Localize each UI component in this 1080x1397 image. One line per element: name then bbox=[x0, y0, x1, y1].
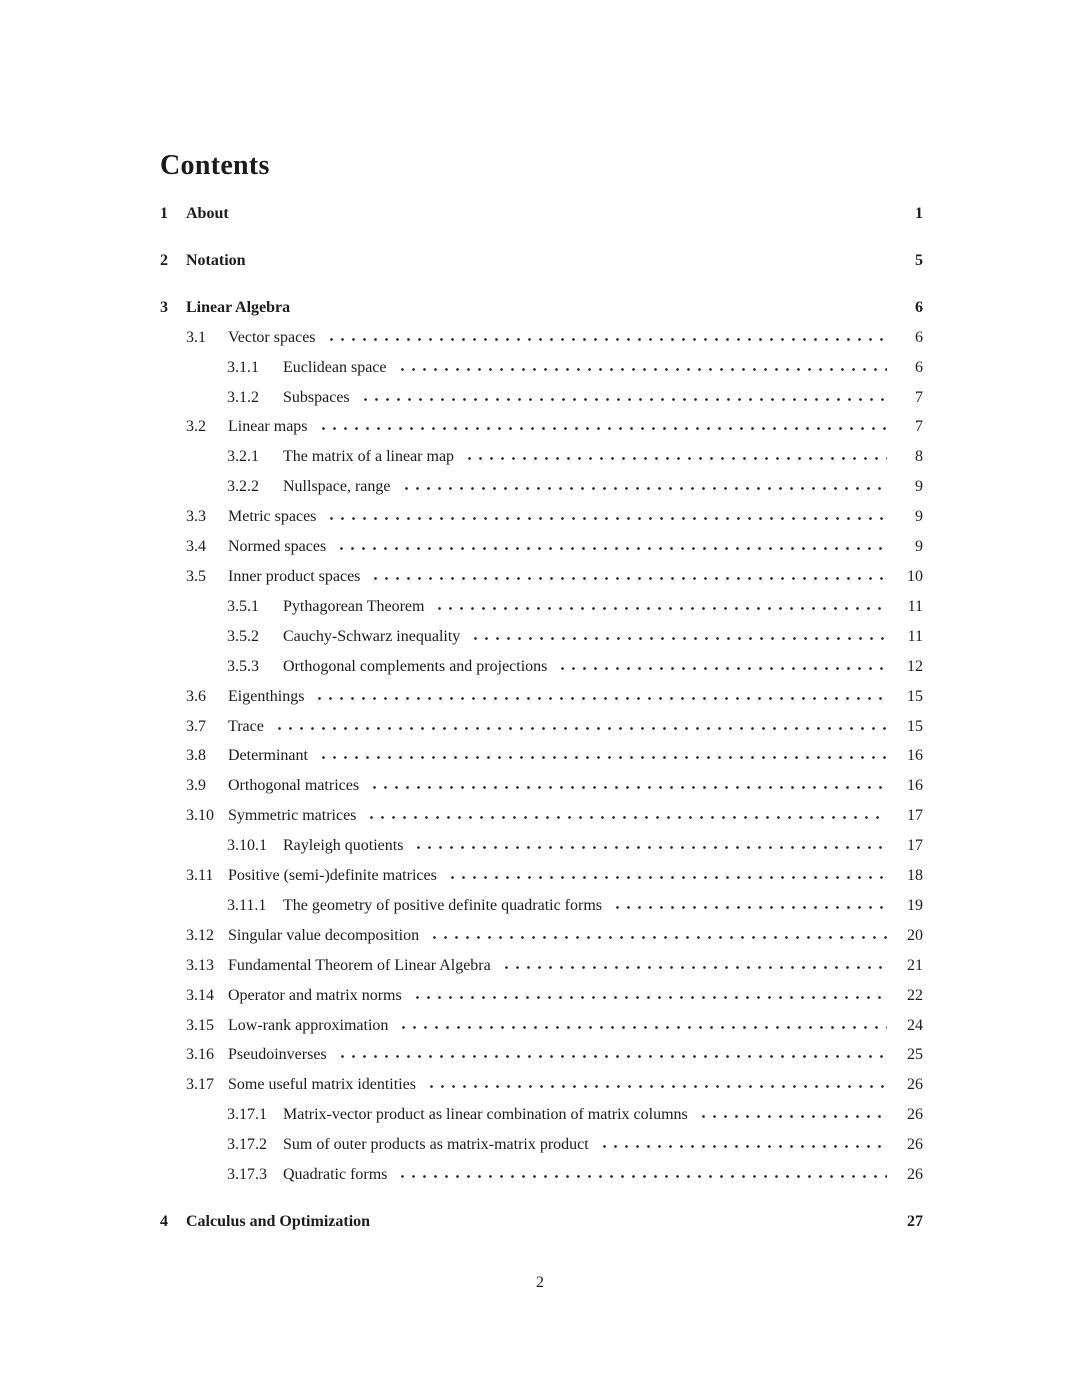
toc-entry-page: 6 bbox=[915, 328, 923, 346]
toc-row[interactable] bbox=[160, 771, 923, 801]
toc-entry-page: 26 bbox=[907, 1106, 923, 1124]
toc-entry-title: Low-rank approximation bbox=[228, 1016, 389, 1034]
toc-entry-page: 6 bbox=[915, 298, 923, 316]
toc-entry-number: 3.17.2 bbox=[227, 1136, 267, 1154]
toc-entry-page: 15 bbox=[907, 717, 923, 735]
page-footer-number: 2 bbox=[536, 1274, 544, 1291]
dot-leader bbox=[413, 845, 887, 850]
toc-row[interactable] bbox=[160, 712, 923, 742]
dot-leader bbox=[336, 546, 887, 551]
toc-entry-title: About bbox=[186, 205, 229, 222]
toc-entry-page: 21 bbox=[907, 956, 923, 974]
toc-entry-title: Notation bbox=[186, 251, 246, 269]
dot-leader bbox=[397, 1174, 887, 1179]
toc-entry-number: 3.12 bbox=[186, 926, 214, 944]
toc-entry-page: 16 bbox=[907, 747, 923, 765]
toc-entry-number: 3.2.2 bbox=[227, 478, 259, 496]
dot-leader bbox=[370, 576, 887, 581]
toc-entry-number: 3.11.1 bbox=[227, 896, 267, 914]
toc-entry-title: The geometry of positive definite quadratic forms bbox=[283, 896, 603, 914]
toc-entry-title: Operator and matrix norms bbox=[228, 986, 402, 1004]
toc-entry-title: Quadratic forms bbox=[283, 1166, 388, 1184]
toc-row[interactable] bbox=[160, 1040, 923, 1070]
toc-entry-number: 3.17 bbox=[186, 1076, 214, 1094]
toc-entry-title: Cauchy-Schwarz inequality bbox=[283, 627, 461, 645]
toc-entry-title: Matrix-vector product as linear combination of matrix columns bbox=[283, 1106, 688, 1124]
dot-leader bbox=[599, 1144, 887, 1149]
toc-row[interactable] bbox=[160, 353, 923, 383]
toc-entry-number: 3.7 bbox=[186, 717, 206, 735]
dot-leader bbox=[464, 456, 887, 461]
toc-entry-page: 7 bbox=[915, 388, 923, 406]
toc-row[interactable] bbox=[160, 1130, 923, 1160]
dot-leader bbox=[274, 726, 887, 731]
dot-leader bbox=[256, 260, 887, 265]
dot-leader bbox=[239, 213, 887, 218]
toc-entry-title: Trace bbox=[228, 717, 264, 735]
dot-leader bbox=[314, 696, 887, 701]
toc-entry-page: 8 bbox=[915, 448, 923, 466]
toc-list bbox=[160, 199, 923, 1237]
toc-entry-number: 3.2.1 bbox=[227, 448, 259, 466]
toc-row[interactable] bbox=[160, 1207, 923, 1237]
dot-leader bbox=[360, 397, 887, 402]
toc-entry-page: 7 bbox=[915, 418, 923, 436]
toc-entry-page: 10 bbox=[907, 567, 923, 585]
dot-leader bbox=[429, 935, 887, 940]
toc-row[interactable] bbox=[160, 472, 923, 502]
toc-entry-page: 24 bbox=[907, 1016, 923, 1034]
toc-row[interactable] bbox=[160, 891, 923, 921]
toc-entry-title: Rayleigh quotients bbox=[283, 837, 404, 855]
toc-entry-title: Linear Algebra bbox=[186, 298, 291, 316]
toc-entry-page: 11 bbox=[907, 627, 923, 645]
toc-row[interactable] bbox=[160, 1160, 923, 1190]
toc-row[interactable] bbox=[160, 1011, 923, 1041]
toc-row[interactable] bbox=[160, 199, 923, 229]
toc-entry-title: Pythagorean Theorem bbox=[283, 597, 425, 615]
contents-heading: Contents bbox=[160, 150, 270, 181]
toc-entry-number: 3.9 bbox=[186, 777, 206, 795]
toc-entry-title: Symmetric matrices bbox=[228, 807, 357, 825]
toc-row[interactable] bbox=[160, 532, 923, 562]
toc-entry-number: 3.1 bbox=[186, 328, 206, 346]
toc-entry-title: Subspaces bbox=[283, 388, 350, 406]
toc-entry-page: 11 bbox=[907, 597, 923, 615]
toc-entry-page: 1 bbox=[915, 205, 923, 222]
toc-content bbox=[160, 150, 923, 1237]
toc-row[interactable] bbox=[160, 1100, 923, 1130]
toc-entry-number: 3.5.1 bbox=[227, 597, 259, 615]
toc-entry-page: 17 bbox=[907, 837, 923, 855]
toc-row[interactable] bbox=[160, 383, 923, 413]
toc-row[interactable] bbox=[160, 412, 923, 442]
toc-row[interactable] bbox=[160, 682, 923, 712]
toc-entry-page: 18 bbox=[907, 867, 923, 885]
toc-entry-page: 26 bbox=[907, 1136, 923, 1154]
toc-row[interactable] bbox=[160, 562, 923, 592]
toc-entry-page: 15 bbox=[907, 687, 923, 705]
dot-leader bbox=[300, 307, 887, 312]
toc-row[interactable] bbox=[160, 622, 923, 652]
toc-entry-number: 3.17.3 bbox=[227, 1166, 267, 1184]
toc-entry-title: Sum of outer products as matrix-matrix product bbox=[283, 1136, 589, 1154]
toc-entry-number: 3.16 bbox=[186, 1046, 214, 1064]
toc-entry-page: 17 bbox=[907, 807, 923, 825]
toc-row[interactable] bbox=[160, 861, 923, 891]
toc-entry-page: 26 bbox=[907, 1166, 923, 1184]
toc-row[interactable] bbox=[160, 442, 923, 472]
dot-leader bbox=[326, 337, 887, 342]
toc-entry-title: Determinant bbox=[228, 747, 308, 765]
toc-entry-number: 3 bbox=[160, 298, 168, 316]
dot-leader bbox=[318, 755, 887, 760]
toc-entry-number: 3.15 bbox=[186, 1016, 214, 1034]
dot-leader bbox=[557, 666, 887, 671]
toc-entry-title: Fundamental Theorem of Linear Algebra bbox=[228, 956, 491, 974]
dot-leader bbox=[426, 1084, 887, 1089]
toc-entry-number: 3.6 bbox=[186, 687, 206, 705]
toc-entry-page: 27 bbox=[907, 1213, 923, 1230]
toc-entry-number: 3.13 bbox=[186, 956, 214, 974]
toc-entry-number: 3.1.1 bbox=[227, 358, 259, 376]
toc-entry-number: 3.11 bbox=[186, 867, 214, 885]
toc-entry-page: 9 bbox=[915, 478, 923, 496]
dot-leader bbox=[447, 875, 887, 880]
dot-leader bbox=[501, 965, 887, 970]
toc-entry-number: 3.10.1 bbox=[227, 837, 267, 855]
toc-entry-page: 19 bbox=[907, 896, 923, 914]
toc-entry-page: 25 bbox=[907, 1046, 923, 1064]
toc-entry-number: 3.5.3 bbox=[227, 657, 259, 675]
toc-row[interactable] bbox=[160, 502, 923, 532]
toc-entry-number: 3.3 bbox=[186, 508, 206, 526]
toc-entry-title: Inner product spaces bbox=[228, 567, 361, 585]
toc-entry-title: Orthogonal complements and projections bbox=[283, 657, 548, 675]
toc-row[interactable] bbox=[160, 652, 923, 682]
toc-entry-title: Normed spaces bbox=[228, 538, 327, 556]
toc-entry-number: 1 bbox=[160, 205, 168, 222]
toc-row[interactable] bbox=[160, 293, 923, 323]
toc-entry-number: 3.10 bbox=[186, 807, 214, 825]
toc-entry-title: Positive (semi-)definite matrices bbox=[228, 867, 437, 885]
toc-entry-title: Calculus and Optimization bbox=[186, 1213, 371, 1230]
toc-entry-page: 5 bbox=[915, 251, 923, 269]
dot-leader bbox=[326, 516, 887, 521]
dot-leader bbox=[612, 905, 887, 910]
toc-row[interactable] bbox=[160, 1070, 923, 1100]
toc-row[interactable] bbox=[160, 831, 923, 861]
toc-entry-page: 6 bbox=[915, 358, 923, 376]
toc-row[interactable] bbox=[160, 801, 923, 831]
toc-row[interactable] bbox=[160, 921, 923, 951]
toc-entry-number: 3.2 bbox=[186, 418, 206, 436]
dot-leader bbox=[698, 1114, 887, 1119]
toc-entry-title: Eigenthings bbox=[228, 687, 305, 705]
toc-entry-title: The matrix of a linear map bbox=[283, 448, 455, 466]
dot-leader bbox=[470, 636, 887, 641]
toc-entry-title: Vector spaces bbox=[228, 328, 316, 346]
toc-row[interactable] bbox=[160, 246, 923, 276]
toc-entry-title: Some useful matrix identities bbox=[228, 1076, 416, 1094]
dot-leader bbox=[318, 426, 887, 431]
toc-entry-title: Linear maps bbox=[228, 418, 308, 436]
toc-entry-title: Pseudoinverses bbox=[228, 1046, 327, 1064]
toc-entry-page: 9 bbox=[915, 508, 923, 526]
toc-entry-number: 3.5 bbox=[186, 567, 206, 585]
toc-entry-page: 12 bbox=[907, 657, 923, 675]
toc-entry-title: Orthogonal matrices bbox=[228, 777, 360, 795]
dot-leader bbox=[337, 1054, 887, 1059]
dot-leader bbox=[398, 1025, 887, 1030]
toc-entry-number: 3.5.2 bbox=[227, 627, 259, 645]
toc-entry-title: Metric spaces bbox=[228, 508, 317, 526]
toc-row[interactable] bbox=[160, 592, 923, 622]
dot-leader bbox=[412, 995, 887, 1000]
toc-entry-number: 3.4 bbox=[186, 538, 206, 556]
toc-row[interactable] bbox=[160, 951, 923, 981]
toc-entry-page: 9 bbox=[915, 538, 923, 556]
toc-row[interactable] bbox=[160, 741, 923, 771]
dot-leader bbox=[397, 367, 888, 372]
toc-entry-number: 3.8 bbox=[186, 747, 206, 765]
toc-entry-title: Nullspace, range bbox=[283, 478, 391, 496]
dot-leader bbox=[434, 606, 887, 611]
toc-entry-number: 3.14 bbox=[186, 986, 214, 1004]
toc-entry-page: 22 bbox=[907, 986, 923, 1004]
toc-entry-number: 3.1.2 bbox=[227, 388, 259, 406]
toc-row[interactable] bbox=[160, 323, 923, 353]
toc-entry-page: 16 bbox=[907, 777, 923, 795]
dot-leader bbox=[369, 785, 887, 790]
toc-entry-title: Euclidean space bbox=[283, 358, 387, 376]
toc-entry-number: 4 bbox=[160, 1213, 168, 1230]
toc-entry-title: Singular value decomposition bbox=[228, 926, 420, 944]
dot-leader bbox=[401, 486, 887, 491]
dot-leader bbox=[380, 1221, 887, 1226]
toc-entry-page: 26 bbox=[907, 1076, 923, 1094]
toc-row[interactable] bbox=[160, 981, 923, 1011]
toc-entry-number: 2 bbox=[160, 251, 168, 269]
toc-entry-page: 20 bbox=[907, 926, 923, 944]
toc-entry-number: 3.17.1 bbox=[227, 1106, 267, 1124]
dot-leader bbox=[366, 815, 887, 820]
